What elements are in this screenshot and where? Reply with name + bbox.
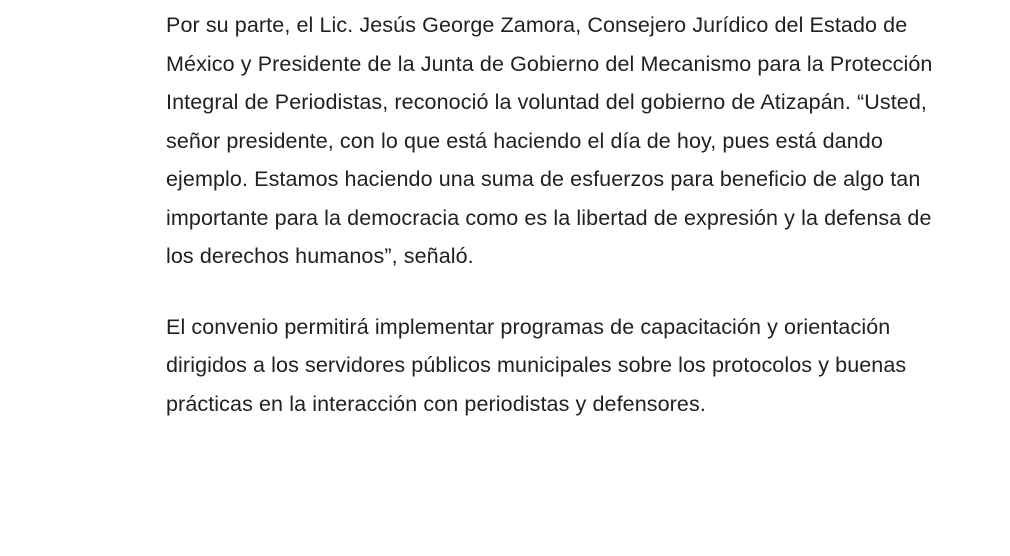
article-paragraph-1: Por su parte, el Lic. Jesús George Zamora, Consejero Jurídico del Estado de México y Presidente de la Junta de Gobierno del Mecanismo para la Protección Integral de Periodistas, reconoció la voluntad del gobierno de Atizapán. “Usted, señor presidente, con lo que está haciendo el día de hoy, pues está dando ejemplo. Estamos haciendo una suma de esfuerzos para beneficio de algo tan importante para la democracia como es la libertad de expresión y la defensa de los derechos humanos”, señaló. xyxy=(166,13,933,268)
article-body xyxy=(166,0,938,423)
article-paragraph-2: El convenio permitirá implementar programas de capacitación y orientación dirigidos a los servidores públicos municipales sobre los protocolos y buenas prácticas en la interacción con periodistas y defensores. xyxy=(166,314,907,416)
